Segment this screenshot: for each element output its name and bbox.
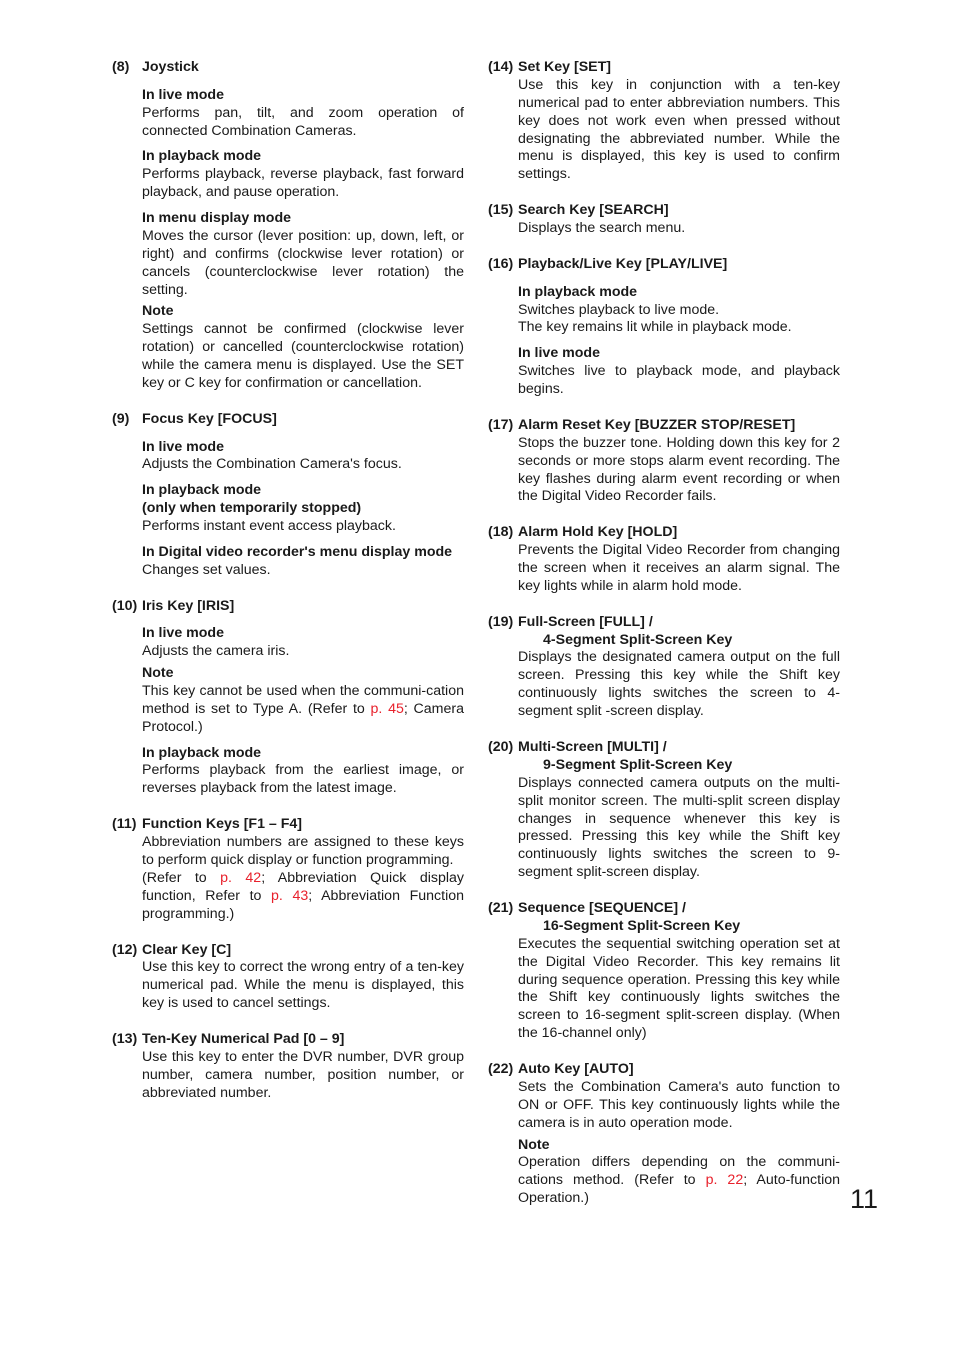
playback-mode-title: In playback mode [142, 744, 262, 761]
item-number: (15) [488, 202, 514, 219]
item-text: Displays connected camera outputs on the multi-split monitor screen. The multi-split screen display changes in sequence whenever this key is pressed. Pressing this key while the Shift key continuously lights switches the screen to 9-segment split-screen display. [518, 774, 840, 881]
item-number: (8) [112, 59, 130, 75]
item-number: (21) [488, 900, 514, 917]
right-column [488, 59, 840, 1226]
item-text: Displays the designated camera output on the full screen. Pressing this key while the Shift key continuously lights switches the screen to 4-segment split -screen display. [518, 649, 840, 720]
item-text: Prevents the Digital Video Recorder from changing the screen when it receives an alarm signal. The key lights while in alarm hold mode. [518, 542, 840, 594]
playback-mode-condition: (only when temporarily stopped) [142, 500, 362, 517]
playback-mode-title: In playback mode [518, 283, 638, 300]
item-number: (13) [112, 1031, 138, 1048]
item-17-alarm-reset-key [488, 417, 840, 506]
item-heading [112, 59, 464, 77]
item-15-search-key [488, 202, 840, 238]
reference-text-end: ; Abbreviation Function programming.) [142, 887, 464, 922]
note-text [518, 1154, 840, 1208]
playback-mode-title: In playback mode [142, 482, 262, 499]
item-number: (14) [488, 59, 514, 75]
item-21-sequence-key [488, 900, 840, 1043]
item-title: Iris Key [IRIS] [142, 597, 235, 614]
item-heading [488, 1061, 840, 1079]
item-heading [488, 256, 840, 274]
item-heading [488, 59, 840, 77]
item-text: Abbreviation numbers are assigned to these keys to perform quick display or function programming. [142, 833, 464, 868]
note-text [142, 683, 464, 737]
item-number: (16) [488, 255, 514, 272]
item-text: Use this key to enter the DVR number, DVR group number, camera number, position number, or abbreviated number. [142, 1048, 464, 1101]
note-title: Note [518, 1136, 550, 1153]
item-heading [112, 598, 464, 616]
dvr-menu-mode-text: Changes set values. [142, 561, 271, 578]
item-number: (9) [112, 410, 130, 427]
item-heading [488, 202, 840, 220]
live-mode-text: Performs pan, tilt, and zoom operation of connected Combination Cameras. [142, 104, 464, 139]
playback-mode-text: Performs instant event access playback. [142, 517, 396, 534]
item-text: Use this key to correct the wrong entry of a ten-key numerical pad. While the menu is displayed, this key is used to cancel settings. [142, 959, 464, 1012]
item-heading [488, 900, 840, 918]
item-12-clear-key [112, 942, 464, 1014]
item-title: Sequence [SEQUENCE] / [518, 900, 686, 917]
item-heading [112, 816, 464, 834]
dvr-menu-mode-title: In Digital video recorder's menu display mode [142, 543, 453, 560]
item-title: Function Keys [F1 – F4] [142, 816, 303, 833]
item-title: Playback/Live Key [PLAY/LIVE] [518, 255, 728, 272]
live-mode-title: In live mode [142, 86, 224, 103]
item-title: Joystick [142, 59, 199, 75]
item-title: Set Key [SET] [518, 59, 612, 75]
item-8-joystick [112, 59, 464, 393]
playback-mode-title: In playback mode [142, 148, 262, 165]
item-title: Alarm Hold Key [HOLD] [518, 524, 678, 541]
item-22-auto-key [488, 1061, 840, 1208]
item-10-iris-key [112, 598, 464, 799]
note-text: Settings cannot be confirmed (clockwise lever rotation) or cancelled (counterclockwise rotation) while the camera menu is displayed. Use the SET key or C key for confirmation or cancellation. [142, 321, 464, 391]
reference-text-middle: ; Abbreviation Quick display function, Refer to [142, 869, 464, 904]
note-title: Note [142, 665, 174, 682]
page-link[interactable]: p. 43 [271, 887, 309, 904]
item-title-line-2: 4-Segment Split-Screen Key [543, 631, 733, 648]
item-heading [488, 417, 840, 435]
item-number: (10) [112, 597, 138, 614]
live-mode-title: In live mode [142, 625, 224, 642]
left-column [112, 59, 464, 1121]
item-13-ten-key-pad [112, 1031, 464, 1103]
item-9-focus-key [112, 411, 464, 580]
menu-mode-title: In menu display mode [142, 210, 291, 227]
page-link[interactable]: p. 22 [705, 1172, 744, 1189]
note-text-start: Operation differs depending on the communi-cations method. (Refer to [518, 1154, 840, 1189]
live-mode-text: Adjusts the camera iris. [142, 643, 290, 660]
item-heading [112, 942, 464, 960]
item-number: (11) [112, 816, 137, 833]
item-number: (18) [488, 524, 514, 541]
item-number: (20) [488, 739, 514, 756]
item-heading [112, 411, 464, 429]
item-heading [488, 614, 840, 632]
note-text-end: ; Auto-function Operation.) [518, 1172, 841, 1207]
live-mode-title: In live mode [518, 345, 600, 362]
item-number: (17) [488, 416, 514, 433]
live-mode-title: In live mode [142, 438, 224, 455]
live-mode-text: Adjusts the Combination Camera's focus. [142, 456, 402, 473]
page-link[interactable]: p. 45 [370, 700, 404, 717]
live-mode-text: Switches live to playback mode, and playback begins. [518, 363, 840, 398]
playback-mode-text: Switches playback to live mode. [518, 301, 720, 318]
item-title: Full-Screen [FULL] / [518, 613, 653, 630]
item-text: Stops the buzzer tone. Holding down this key for 2 seconds or more stops alarm event recording. The key flashes during alarm event recording or when the Digital Video Recorder fails. [518, 434, 840, 505]
item-title: Ten-Key Numerical Pad [0 – 9] [142, 1031, 345, 1048]
note-text-end: ; Camera Protocol.) [142, 700, 465, 735]
item-title: Clear Key [C] [142, 941, 232, 958]
item-16-play-live-key [488, 256, 840, 399]
page-number: 11 [850, 1184, 879, 1214]
item-title: Auto Key [AUTO] [518, 1061, 634, 1078]
item-text: Displays the search menu. [518, 220, 686, 237]
item-19-full-screen-key [488, 614, 840, 721]
note-text-start: This key cannot be used when the communi-cation method is set to Type A. (Refer to [142, 682, 464, 717]
item-number: (12) [112, 941, 138, 958]
item-text: Sets the Combination Camera's auto function to ON or OFF. This key continuously lights while the camera is in auto operation mode. [518, 1078, 840, 1131]
item-reference [142, 870, 464, 924]
item-title: Search Key [SEARCH] [518, 202, 669, 219]
item-14-set-key [488, 59, 840, 184]
item-heading [112, 1031, 464, 1049]
item-20-multi-screen-key [488, 739, 840, 882]
reference-text-start: (Refer to [142, 869, 221, 886]
menu-mode-text: Moves the cursor (lever position: up, down, left, or right) and confirms (clockwise lever rotation) or cancels (counterclockwise lever rotation) the setting. [142, 227, 464, 298]
item-number: (22) [488, 1061, 514, 1078]
item-heading [488, 524, 840, 542]
item-18-alarm-hold-key [488, 524, 840, 596]
playback-mode-text-2: The key remains lit while in playback mode. [518, 319, 792, 336]
page-link[interactable]: p. 42 [220, 869, 262, 886]
playback-mode-text: Performs playback from the earliest image, or reverses playback from the latest image. [142, 762, 464, 797]
item-text: Executes the sequential switching operation set at the Digital Video Recorder. This key remains lit during sequence operation. Pressing this key while the Shift key continuously lights switches the screen to 16-segment split-screen display. (When the 16-channel only) [518, 935, 840, 1042]
item-11-function-keys [112, 816, 464, 923]
item-title-line-2: 16-Segment Split-Screen Key [543, 917, 741, 934]
playback-mode-text: Performs playback, reverse playback, fast forward playback, and pause operation. [142, 166, 464, 201]
item-title: Multi-Screen [MULTI] / [518, 739, 667, 756]
item-text: Use this key in conjunction with a ten-key numerical pad to enter abbreviation numbers. This key does not work even when pressed without designating the abbreviated number. While the menu is displayed, this key is used to confirm settings. [518, 76, 840, 183]
note-title: Note [142, 303, 174, 320]
item-title: Alarm Reset Key [BUZZER STOP/RESET] [518, 416, 796, 433]
item-heading [488, 739, 840, 757]
item-number: (19) [488, 613, 514, 630]
item-title-line-2: 9-Segment Split-Screen Key [543, 756, 733, 773]
item-title: Focus Key [FOCUS] [142, 410, 277, 427]
